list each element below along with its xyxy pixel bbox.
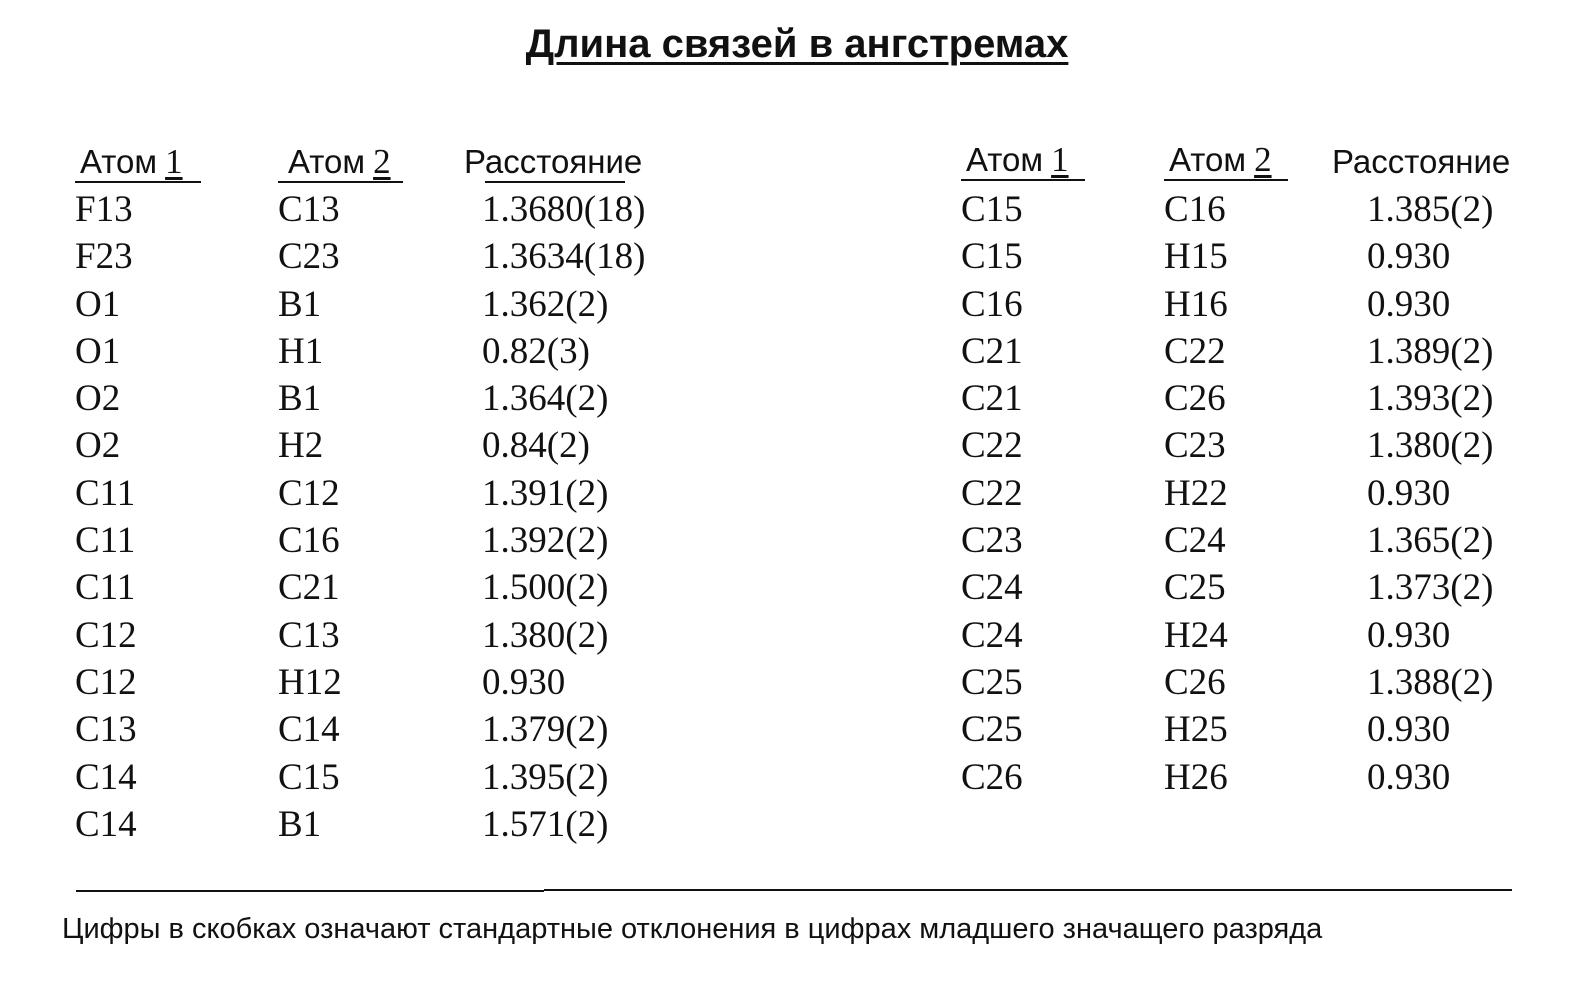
atom2-cell: B1 [278, 803, 322, 845]
distance-cell: 1.571(2) [482, 803, 609, 845]
atom2-cell: H25 [1164, 709, 1228, 751]
atom1-cell: C13 [75, 709, 137, 751]
left-header-distance: Расстояние [464, 143, 643, 180]
atom2-cell: C23 [278, 236, 340, 278]
right-header-distance: Расстояние [1332, 143, 1511, 180]
atom2-cell: C13 [278, 614, 340, 656]
atom2-cell: C26 [1164, 378, 1226, 420]
atom1-cell: C23 [961, 520, 1023, 562]
atom1-cell: C12 [75, 661, 137, 703]
atom1-cell: C14 [75, 803, 137, 845]
atom2-cell: C23 [1164, 425, 1226, 467]
distance-cell: 1.379(2) [482, 709, 609, 751]
distance-cell: 1.392(2) [482, 520, 609, 562]
distance-cell: 0.930 [1367, 283, 1451, 325]
atom1-cell: O2 [75, 425, 121, 467]
right-header-atom1-num: 1 [1051, 140, 1069, 179]
atom2-cell: B1 [278, 283, 322, 325]
distance-cell: 1.362(2) [482, 283, 609, 325]
atom2-cell: C22 [1164, 330, 1226, 372]
distance-cell: 0.930 [1367, 756, 1451, 798]
atom1-cell: F13 [75, 189, 133, 230]
left-header-atom1-num: 1 [165, 142, 183, 181]
atom2-cell: H16 [1164, 283, 1228, 325]
atom2-cell: H12 [278, 661, 342, 703]
distance-cell: 1.395(2) [482, 756, 609, 798]
atom1-cell: O1 [75, 283, 121, 325]
distance-cell: 1.388(2) [1367, 661, 1494, 703]
distance-cell: 1.500(2) [482, 567, 609, 609]
left-header-atom2-underline [278, 181, 403, 183]
atom1-cell: C12 [75, 614, 137, 656]
atom1-cell: C25 [961, 661, 1023, 703]
atom1-cell: C25 [961, 709, 1023, 751]
atom2-cell: H22 [1164, 472, 1228, 514]
left-header-atom2-num: 2 [373, 142, 391, 181]
atom1-cell: C21 [961, 378, 1023, 420]
atom1-cell: O1 [75, 330, 121, 372]
distance-cell: 0.82(3) [482, 330, 590, 372]
distance-cell: 0.930 [1367, 472, 1451, 514]
distance-cell: 1.380(2) [482, 614, 609, 656]
right-header-atom2 [1169, 140, 1272, 180]
left-header-atom1 [80, 142, 183, 182]
atom2-cell: H24 [1164, 614, 1228, 656]
atom2-cell: C14 [278, 709, 340, 751]
atom2-cell: C25 [1164, 567, 1226, 609]
distance-cell: 1.380(2) [1367, 425, 1494, 467]
distance-cell: 1.373(2) [1367, 567, 1494, 609]
atom2-cell: C12 [278, 472, 340, 514]
left-header-distance-underline [485, 181, 625, 183]
left-header-atom2 [288, 142, 391, 182]
atom2-cell: C21 [278, 567, 340, 609]
atom1-cell: C11 [75, 567, 136, 609]
distance-cell: 0.930 [1367, 614, 1451, 656]
atom1-cell: C15 [961, 189, 1023, 230]
atom1-cell: C26 [961, 756, 1023, 798]
atom2-cell: C24 [1164, 520, 1226, 562]
atom2-cell: H2 [278, 425, 324, 467]
distance-cell: 0.930 [1367, 236, 1451, 278]
left-header-atom1-label: Атом [80, 143, 158, 180]
atom1-cell: C24 [961, 614, 1023, 656]
atom1-cell: O2 [75, 378, 121, 420]
atom1-cell: C21 [961, 330, 1023, 372]
atom2-cell: C16 [1164, 189, 1226, 230]
footnote: Цифры в скобках означают стандартные отклонения в цифрах младшего значащего разряда [62, 913, 1323, 945]
divider-line [544, 889, 1512, 891]
atom1-cell: F23 [75, 236, 133, 278]
right-header-atom2-num: 2 [1254, 140, 1272, 179]
atom1-cell: C22 [961, 472, 1023, 514]
atom2-cell: H15 [1164, 236, 1228, 278]
atom1-cell: C11 [75, 472, 136, 514]
atom1-cell: C16 [961, 283, 1023, 325]
atom1-cell: C14 [75, 756, 137, 798]
distance-cell: 1.365(2) [1367, 520, 1494, 562]
distance-cell: 0.930 [482, 661, 566, 703]
atom1-cell: C24 [961, 567, 1023, 609]
distance-cell: 0.930 [1367, 709, 1451, 751]
atom2-cell: C26 [1164, 661, 1226, 703]
atom1-cell: C11 [75, 520, 136, 562]
atom2-cell: C13 [278, 189, 340, 230]
atom2-cell: B1 [278, 378, 322, 420]
atom2-cell: C15 [278, 756, 340, 798]
distance-cell: 1.385(2) [1367, 189, 1494, 230]
distance-cell: 1.393(2) [1367, 378, 1494, 420]
left-header-atom1-underline [75, 181, 201, 183]
right-header-atom2-label: Атом [1169, 141, 1247, 178]
atom1-cell: C15 [961, 236, 1023, 278]
distance-cell: 0.84(2) [482, 425, 590, 467]
page-title: Длина связей в ангстремах [525, 22, 1069, 66]
distance-cell: 1.364(2) [482, 378, 609, 420]
right-header-atom1-label: Атом [966, 141, 1044, 178]
distance-cell: 1.389(2) [1367, 330, 1494, 372]
distance-cell: 1.3680(18) [482, 189, 646, 230]
left-header-atom2-label: Атом [288, 143, 366, 180]
right-header-atom1-underline [961, 179, 1085, 181]
distance-cell: 1.391(2) [482, 472, 609, 514]
atom2-cell: H26 [1164, 756, 1228, 798]
distance-cell: 1.3634(18) [482, 236, 646, 278]
divider-line [76, 890, 544, 892]
right-header-atom2-underline [1164, 179, 1288, 181]
atom2-cell: C16 [278, 520, 340, 562]
atom2-cell: H1 [278, 330, 324, 372]
atom1-cell: C22 [961, 425, 1023, 467]
right-header-atom1 [966, 140, 1069, 180]
